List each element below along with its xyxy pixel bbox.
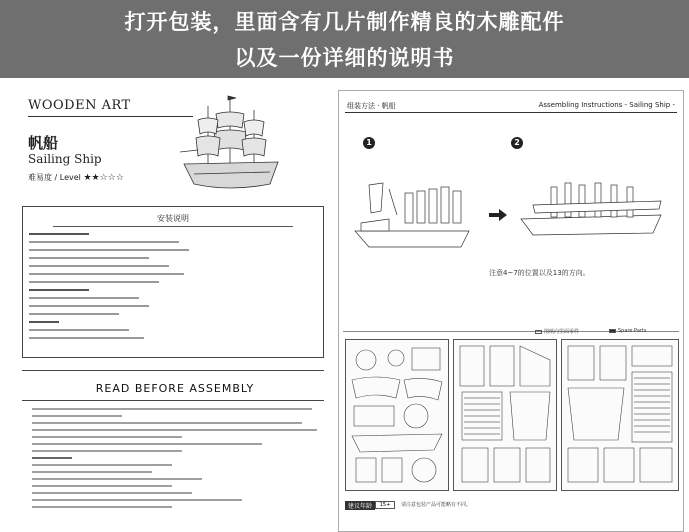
legend-inner-parts-label: 图纸向里面零件	[544, 329, 580, 335]
instruction-sheet-right	[338, 90, 684, 532]
english-text-lines	[32, 408, 322, 513]
arrow-right-icon	[489, 209, 507, 221]
instruction-text-lines	[29, 233, 199, 345]
legend-spare-parts-label: Spare Parts	[618, 328, 647, 334]
banner-line-1: 打开包装，里面含有几片制作精良的木雕配件	[124, 10, 565, 34]
difficulty-level	[28, 172, 124, 183]
parts-sheet-drawing	[562, 340, 678, 490]
banner-line-2: 以及一份详细的说明书	[234, 46, 455, 70]
header-en: Assembling Instructions - Sailing Ship -	[538, 101, 675, 109]
level-label: 难易度 / Level	[28, 173, 81, 182]
divider	[53, 226, 293, 227]
step-1-badge: 1	[363, 137, 375, 149]
divider	[22, 370, 324, 371]
read-before-assembly-heading: READ BEFORE ASSEMBLY	[95, 382, 255, 395]
sailing-ship-illustration	[170, 92, 290, 202]
footer-note: 请注意包装产品可能略有不同。	[401, 502, 472, 508]
step-1-diagram	[349, 171, 489, 261]
ship-name-en: Sailing Ship	[28, 152, 102, 166]
step-2-diagram	[511, 169, 671, 259]
assembly-note: 注意4~7的位置以及13的方向。	[489, 269, 590, 277]
parts-sheet-drawing	[346, 340, 448, 490]
divider	[28, 116, 193, 117]
parts-panel-1	[345, 339, 449, 491]
age-value: 15+	[375, 501, 395, 509]
header-banner	[0, 0, 689, 78]
parts-panel-3	[561, 339, 679, 491]
instruction-sheet-left	[20, 90, 330, 532]
star-rating: ★★☆☆☆	[83, 173, 124, 183]
instructions-title: 安装说明	[157, 214, 189, 223]
parts-panel-2	[453, 339, 557, 491]
divider	[22, 400, 324, 401]
brand-title: WOODEN ART	[28, 98, 131, 113]
age-footer	[345, 501, 677, 511]
legend-spare-parts	[609, 328, 647, 334]
age-label: 建议年龄	[345, 501, 375, 510]
legend-inner-parts	[535, 328, 579, 335]
parts-sheet-drawing	[454, 340, 556, 490]
header-cn: 组装方法 · 帆船	[347, 102, 396, 110]
assembly-header	[345, 103, 677, 113]
assembly-instructions-box	[22, 206, 324, 358]
step-2-badge: 2	[511, 137, 523, 149]
ship-name-cn: 帆船	[28, 134, 59, 152]
